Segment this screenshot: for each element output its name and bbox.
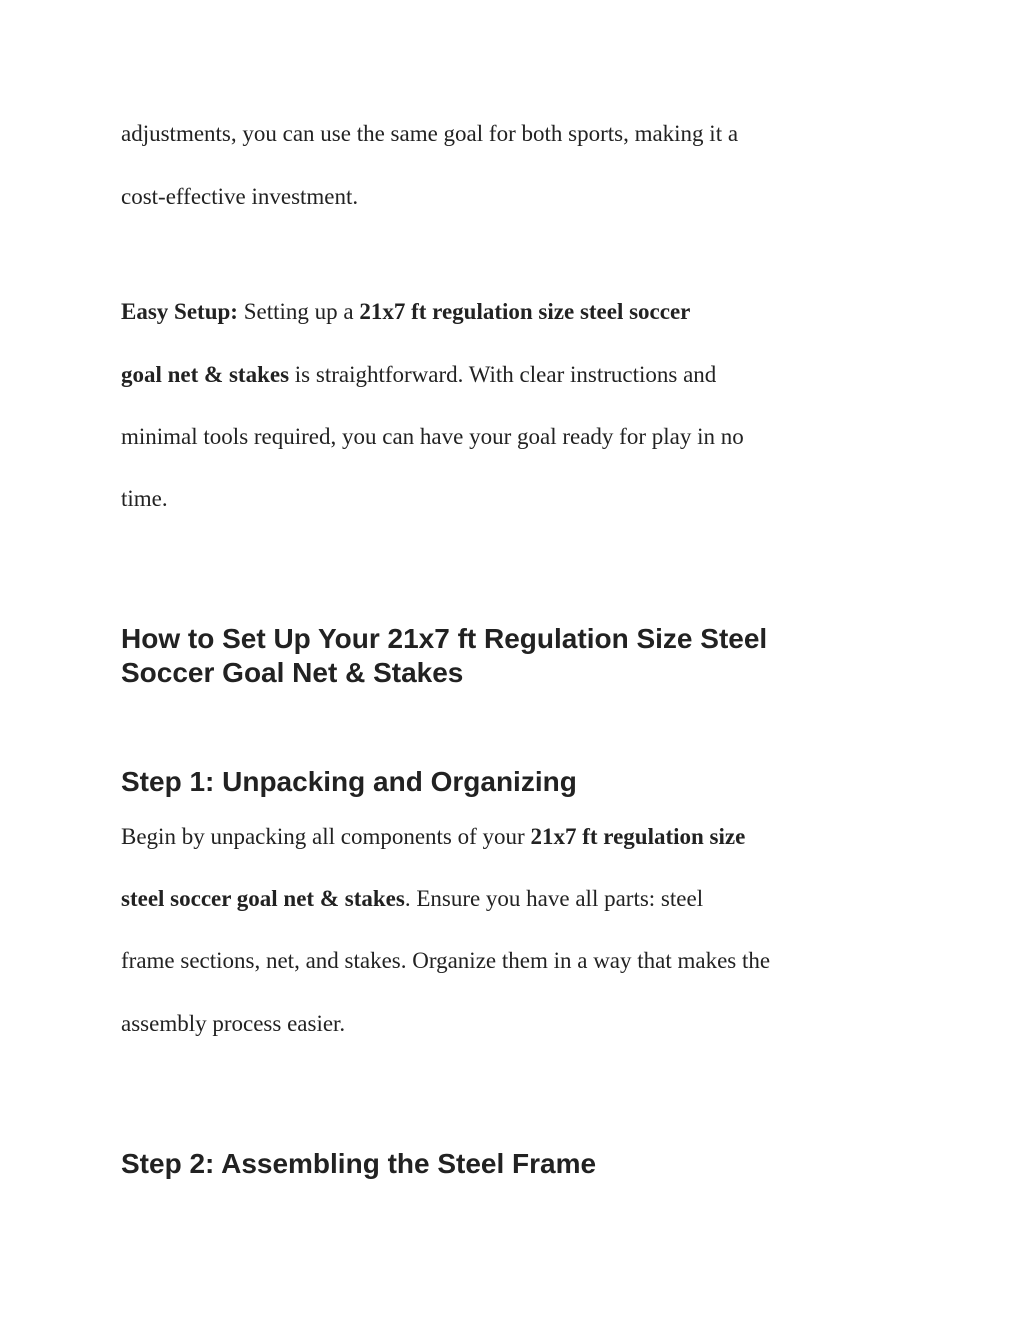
step-2-heading: Step 2: Assembling the Steel Frame <box>121 1148 597 1179</box>
easy-setup-line-3 <box>121 423 921 451</box>
text: adjustments, you can use the same goal for both sports, making it a <box>121 121 739 146</box>
product-name-bold: 21x7 ft regulation size steel soccer <box>359 299 691 324</box>
text: frame sections, net, and stakes. Organize them in a way that makes the <box>121 948 771 973</box>
text: Setting up a <box>237 299 360 324</box>
paragraph-line <box>121 183 921 211</box>
text: time. <box>121 486 168 511</box>
text: Begin by unpacking all components of your <box>121 824 531 849</box>
text: is straightforward. With clear instructions and <box>289 362 717 387</box>
easy-setup-label: Easy Setup: <box>121 299 238 324</box>
product-name-bold: goal net & stakes <box>121 362 290 387</box>
paragraph-line <box>121 120 921 148</box>
product-name-bold: steel soccer goal net & stakes <box>121 886 405 911</box>
step-1-line-2 <box>121 885 921 913</box>
easy-setup-line-1 <box>121 298 921 326</box>
step-1-line-1 <box>121 823 921 851</box>
product-name-bold: 21x7 ft regulation size <box>530 824 746 849</box>
step-1-line-3 <box>121 947 921 975</box>
section-heading: How to Set Up Your 21x7 ft Regulation Size Steel Soccer Goal Net & Stakes <box>121 623 768 688</box>
text: cost-effective investment. <box>121 184 359 209</box>
text: . Ensure you have all parts: steel <box>404 886 704 911</box>
text: minimal tools required, you can have your goal ready for play in no <box>121 424 744 449</box>
easy-setup-line-4 <box>121 485 921 513</box>
step-1-heading: Step 1: Unpacking and Organizing <box>121 766 577 797</box>
text: assembly process easier. <box>121 1011 346 1036</box>
easy-setup-line-2 <box>121 361 921 389</box>
step-1-line-4 <box>121 1010 921 1038</box>
